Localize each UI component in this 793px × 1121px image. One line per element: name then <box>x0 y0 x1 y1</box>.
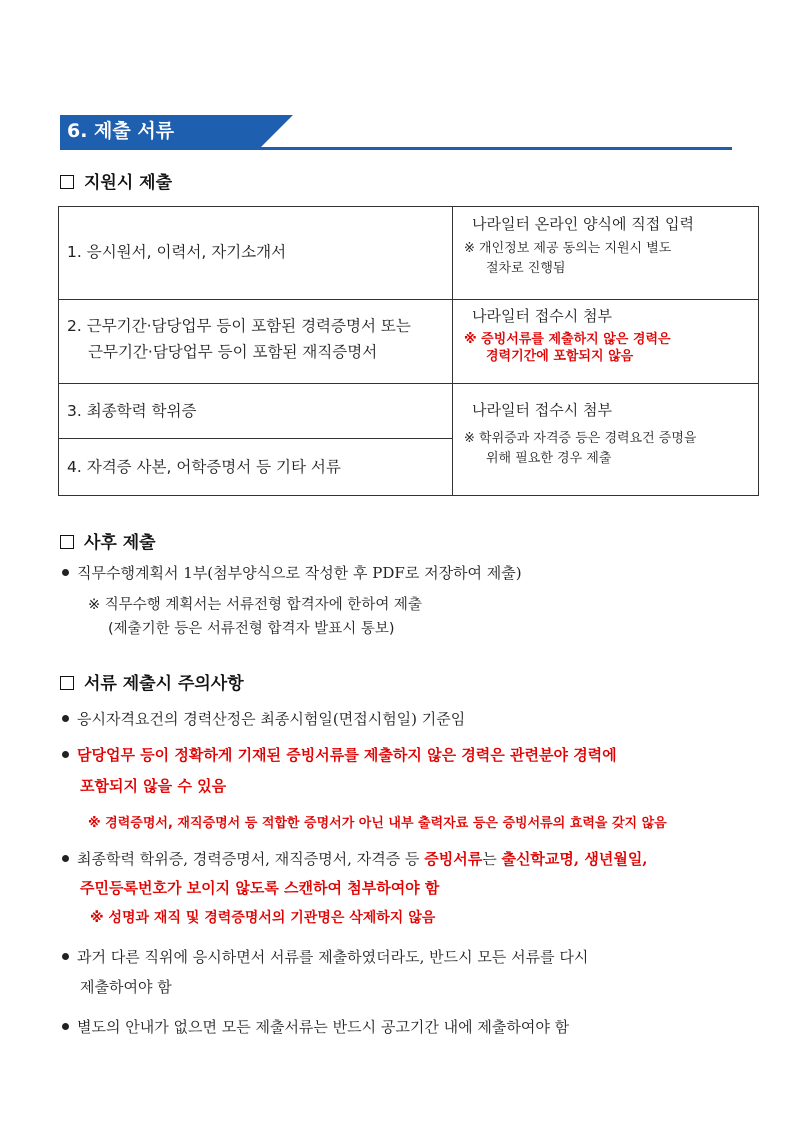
doc-label: 4. 자격증 사본, 어학증명서 등 기타 서류 <box>67 458 341 476</box>
caution-text: 제출하여야 함 <box>80 978 172 996</box>
apply-heading <box>60 172 172 194</box>
after-note: ※ 직무수행 계획서는 서류전형 합격자에 한하여 제출 <box>88 597 422 613</box>
caution-highlight: 증빙서류 <box>424 850 483 868</box>
after-bullet-text: 직무수행계획서 1부(첨부양식으로 작성한 후 PDF로 저장하여 제출) <box>77 564 522 582</box>
table-row-border <box>59 299 758 300</box>
caution-bullet-2 <box>62 744 617 766</box>
submission-table <box>58 206 759 496</box>
table-cell-doc-3 <box>67 398 447 424</box>
after-bullet <box>62 562 522 584</box>
bullet-icon <box>62 715 69 722</box>
after-heading <box>60 532 156 554</box>
checkbox-square-icon <box>60 175 74 189</box>
caution-bullet-4 <box>62 946 588 968</box>
table-cell-method-1 <box>464 213 754 279</box>
table-cell-method-3 <box>464 399 754 469</box>
doc-label: 3. 최종학력 학위증 <box>67 402 197 420</box>
method-label: 나라일터 접수시 첨부 <box>472 401 612 419</box>
bullet-icon <box>62 855 69 862</box>
table-divider <box>452 207 453 495</box>
method-warning: ※ 증빙서류를 제출하지 않은 경력은 <box>464 332 671 347</box>
apply-heading-text: 지원시 제출 <box>84 173 173 193</box>
caution-bullet-5 <box>62 1016 569 1038</box>
caution-text: 과거 다른 직위에 응시하면서 서류를 제출하였더라도, 반드시 모든 서류를 다시 <box>77 948 589 966</box>
cautions-heading-text: 서류 제출시 주의사항 <box>84 674 244 694</box>
table-cell-doc-4 <box>67 454 447 480</box>
method-label: 나라일터 접수시 첨부 <box>472 307 612 325</box>
checkbox-square-icon <box>60 535 74 549</box>
cautions-heading <box>60 673 244 695</box>
method-label: 나라일터 온라인 양식에 직접 입력 <box>472 215 694 233</box>
table-cell-method-2 <box>464 305 754 365</box>
section-header <box>60 115 732 151</box>
after-note: (제출기한 등은 서류전형 합격자 발표시 통보) <box>108 621 395 637</box>
doc-label: 근무기간·담당업무 등이 포함된 재직증명서 <box>88 343 378 361</box>
caution-note: ※ 경력증명서, 재직증명서 등 적합한 증명서가 아닌 내부 출력자료 등은 증빙서류의 효력을 갖지 않음 <box>88 816 667 831</box>
caution-highlight: 출신학교명, 생년월일, <box>501 850 648 868</box>
checkbox-square-icon <box>60 676 74 690</box>
section-title: 6. 제출 서류 <box>67 120 175 142</box>
method-note: ※ 학위증과 자격증 등은 경력요건 증명을 <box>464 431 697 446</box>
caution-text: 별도의 안내가 없으면 모든 제출서류는 반드시 공고기간 내에 제출하여야 함 <box>77 1018 570 1036</box>
caution-text: 응시자격요건의 경력산정은 최종시험일(면접시험일) 기준임 <box>77 710 466 728</box>
section-header-rule <box>60 147 732 150</box>
caution-text: 포함되지 않을 수 있음 <box>80 777 227 795</box>
caution-text: 최종학력 학위증, 경력증명서, 재직증명서, 자격증 등 <box>77 850 425 868</box>
doc-label: 2. 근무기간·담당업무 등이 포함된 경력증명서 또는 <box>67 317 411 335</box>
after-heading-text: 사후 제출 <box>84 533 156 553</box>
table-row-border <box>59 383 758 384</box>
bullet-icon <box>62 751 69 758</box>
table-row-border <box>59 438 452 439</box>
bullet-icon <box>62 953 69 960</box>
section-header-slant <box>260 115 293 148</box>
caution-note: ※ 성명과 재직 및 경력증명서의 기관명은 삭제하지 않음 <box>90 910 436 926</box>
caution-bullet-3 <box>62 848 648 870</box>
bullet-icon <box>62 1023 69 1030</box>
doc-label: 1. 응시원서, 이력서, 자기소개서 <box>67 243 287 261</box>
bullet-icon <box>62 569 69 576</box>
method-warning: 경력기간에 포함되지 않음 <box>486 349 634 364</box>
method-note: 절차로 진행됨 <box>486 261 566 276</box>
table-cell-doc-2 <box>67 313 452 365</box>
caution-text: 는 <box>482 850 502 868</box>
caution-text: 주민등록번호가 보이지 않도록 스캔하여 첨부하여야 함 <box>80 879 440 897</box>
table-cell-doc-1 <box>67 239 447 265</box>
method-note: 위해 필요한 경우 제출 <box>486 451 612 466</box>
caution-bullet-1 <box>62 708 465 730</box>
caution-text: 담당업무 등이 정확하게 기재된 증빙서류를 제출하지 않은 경력은 관련분야 경력에 <box>77 746 617 764</box>
method-note: ※ 개인정보 제공 동의는 지원시 별도 <box>464 241 672 256</box>
